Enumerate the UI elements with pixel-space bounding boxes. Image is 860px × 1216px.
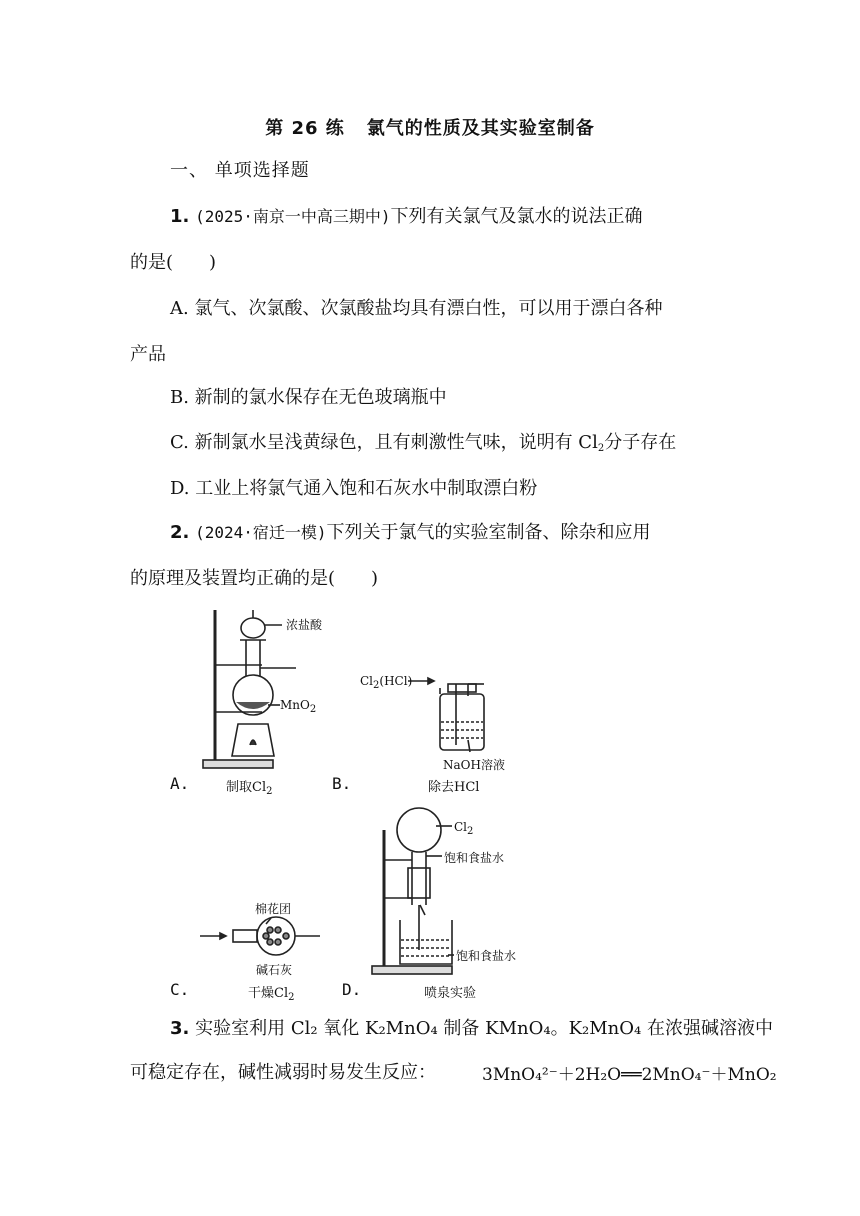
figure-c-caption-sub: 2 — [288, 992, 295, 1003]
figure-a-label-mno2 — [280, 698, 316, 715]
q3-number: 3. — [170, 1018, 190, 1039]
exercise-topic: 氯气的性质及其实验室制备 — [366, 118, 595, 139]
figure-d-label-brine-top: 饱和食盐水 — [444, 851, 505, 865]
figure-a-caption-sub: 2 — [266, 786, 273, 797]
q1-stem-close: ) — [209, 252, 217, 273]
q1-option-d: D. 工业上将氯气通入饱和石灰水中制取漂白粉 — [170, 478, 538, 499]
figure-c-label-cotton: 棉花团 — [255, 902, 292, 916]
figure-a-label-mno2-pre: MnO — [280, 698, 310, 712]
figure-d-apparatus — [372, 808, 454, 974]
section-heading: 一、 单项选择题 — [170, 160, 310, 181]
figure-a-label-acid: 浓盐酸 — [286, 618, 323, 632]
q1-option-a-cont: 产品 — [130, 344, 166, 365]
q1-number: 1. — [170, 206, 190, 227]
q2-stem-close: ) — [371, 568, 379, 589]
q1-option-a: A. 氯气、次氯酸、次氯酸盐均具有漂白性，可以用于漂白各种 — [170, 298, 663, 319]
figure-d-caption: 喷泉实验 — [424, 986, 477, 1001]
q1-source-tag: (2025·南京一中高三期中) — [195, 207, 391, 226]
figure-c-apparatus — [200, 917, 320, 955]
figure-b-letter: B. — [332, 774, 352, 793]
q1-stem-b: 的是( — [130, 252, 174, 273]
q3-equation: 3MnO₄²⁻＋2H₂O══2MnO₄⁻＋MnO₂ — [482, 1065, 777, 1085]
q2-stem-b: 的原理及装置均正确的是( — [130, 568, 336, 589]
figure-c-letter: C. — [170, 980, 190, 999]
figure-b-label-gas-pre: Cl — [360, 674, 374, 688]
figure-b-label-gas-sub: 2 — [373, 680, 380, 691]
q1-option-b: B. 新制的氯水保存在无色玻璃瓶中 — [170, 387, 447, 408]
figure-b-apparatus — [408, 678, 484, 752]
q3-stem-line1 — [170, 1016, 773, 1042]
figure-a-apparatus — [203, 610, 296, 768]
figure-d-label-cl2 — [454, 820, 473, 837]
figure-b-caption: 除去HCl — [428, 780, 480, 795]
figure-b-label-gas-post: (HCl) — [379, 674, 413, 688]
figure-d-label-cl2-sub: 2 — [467, 826, 474, 837]
q1-option-c-pre: C. 新制氯水呈浅黄绿色，且有刺激性气味，说明有 Cl — [170, 432, 598, 453]
figure-d-label-cl2-pre: Cl — [454, 820, 468, 834]
q2-stem-a: 下列关于氯气的实验室制备、除杂和应用 — [326, 522, 651, 543]
figure-c-caption-pre: 干燥Cl — [248, 986, 289, 1001]
figure-a-caption — [226, 776, 272, 797]
q3-stem-line2: 可稳定存在，碱性减弱时易发生反应： — [130, 1062, 436, 1083]
figure-b-label-solution: NaOH溶液 — [443, 758, 505, 772]
figure-a-caption-pre: 制取Cl — [226, 780, 267, 795]
figure-d-letter: D. — [342, 980, 362, 999]
q1-option-c-post: 分子存在 — [604, 432, 677, 453]
q2-number: 2. — [170, 522, 190, 543]
figure-b-label-gas — [360, 674, 412, 691]
figure-a-label-mno2-sub: 2 — [309, 704, 317, 715]
figure-c-caption — [248, 982, 294, 1003]
exercise-number: 第 26 练 — [265, 118, 345, 139]
q1-stem-a: 下列有关氯气及氯水的说法正确 — [390, 206, 643, 227]
q1-option-c-sub: 2 — [597, 443, 605, 454]
q2-source-tag: (2024·宿迁一模) — [195, 523, 327, 542]
q3-stem-a: 实验室利用 Cl₂ 氧化 K₂MnO₄ 制备 KMnO₄。K₂MnO₄ 在浓强碱溶液中 — [195, 1018, 773, 1039]
figure-a-letter: A. — [170, 774, 190, 793]
figure-c-label-lime: 碱石灰 — [256, 963, 293, 977]
figure-d-label-brine-bottom: 饱和食盐水 — [456, 949, 517, 963]
